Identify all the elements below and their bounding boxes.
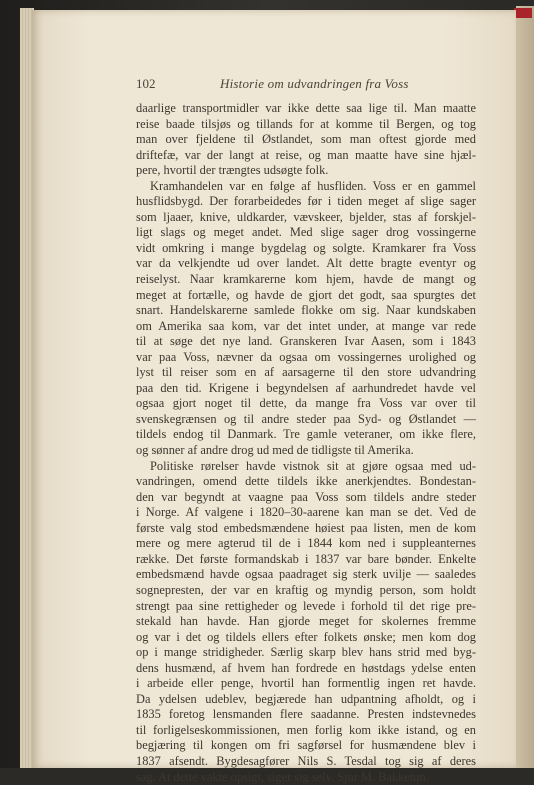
text-line: embedsmænd havde ogsaa paadraget sig sterk uvilje — saaledes xyxy=(136,567,476,582)
text-line: og var i det og tildels ellers efter folkets ønske; men kom dog xyxy=(136,629,476,644)
text-line: ligt slags og meget andet. Med slige sager drog vossingerne xyxy=(136,225,476,240)
text-line: driftefæ, var der langt at reise, og man maatte have sine hjæl- xyxy=(136,147,476,162)
text-line: som ljaaer, knive, uldkarder, vævskeer, bjelder, stas af forskjel- xyxy=(136,209,476,224)
text-line: tildels endog til Danmark. Tre gamle veteraner, om ikke flere, xyxy=(136,427,476,442)
text-line: man over fjeldene til Østlandet, som man oftest gjorde med xyxy=(136,132,476,147)
text-line: den var begyndt at vaagne paa Voss som tildels andre steder xyxy=(136,489,476,504)
text-line: meget at fortælle, og havde de gjort det godt, saa spurgtes det xyxy=(136,287,476,302)
text-line: begjæring til kongen om fri sagførsel for husmændene blev i xyxy=(136,738,476,753)
back-cover-page-edge xyxy=(516,6,534,768)
text-line: Da ydelsen udeblev, begjærede han udpantning afholdt, og i xyxy=(136,691,476,706)
text-line: første valg stod embedsmændene høiest paa listen, men de kom xyxy=(136,520,476,535)
text-line: paa den tid. Krigene i begyndelsen af aarhundredet havde vel xyxy=(136,380,476,395)
text-line: reise baade tilsjøs og tillands for at komme til Bergen, og tog xyxy=(136,116,476,131)
text-line: til at søge det nye land. Granskeren Ivar Aasen, som i 1843 xyxy=(136,334,476,349)
text-line: ogsaa gjort noget til dette, da mange fra Voss var over til xyxy=(136,396,476,411)
running-title: Historie om udvandringen fra Voss xyxy=(220,76,409,91)
body-text xyxy=(136,101,476,785)
text-line: vandringen, omend dette tildels ikke anerkjendtes. Bondestan- xyxy=(136,474,476,489)
text-line: række. Det første formandskab i 1837 var bare bønder. Enkelte xyxy=(136,551,476,566)
text-line: mere og mere agterud til de i 1844 kom ned i suppleanternes xyxy=(136,536,476,551)
text-line: svenskegrænsen og til andre steder paa Syd- og Østlandet — xyxy=(136,411,476,426)
text-line: 1837 afsendt. Bygdesagfører Nils S. Tesdal tog sig af deres xyxy=(136,753,476,768)
bookmark-ribbon xyxy=(514,8,532,18)
text-line: lyst til reiser som en af aarsagerne til den store udvandring xyxy=(136,365,476,380)
text-line: daarlige transportmidler var ikke dette saa lige til. Man maatte xyxy=(136,101,476,115)
text-line: var da velkjendte ud over landet. Alt dette bragte eventyr og xyxy=(136,256,476,271)
text-line: 1835 foretog lensmanden flere saadanne. Presten indstevnedes xyxy=(136,707,476,722)
text-line: i Norge. Af valgene i 1820–30-aarene kan man se det. Ved de xyxy=(136,505,476,520)
paragraph xyxy=(136,101,476,179)
text-line: i arbeide eller penge, hvortil han formentlig ingen ret havde. xyxy=(136,676,476,691)
text-line: Kramhandelen var en følge af husfliden. Voss er en gammel xyxy=(150,178,476,193)
text-line: sognepresten, der var en kraftig og myndig person, som holdt xyxy=(136,582,476,597)
text-line: var paa Voss, nævner da ogsaa om vossingernes urolighed og xyxy=(136,349,476,364)
text-line: husflidsbygd. Der forarbeidedes før i tiden meget af slige sager xyxy=(136,194,476,209)
text-line: strengt paa sine rettigheder og levede i forhold til det rige pre- xyxy=(136,598,476,613)
text-line: snart. Handelskarerne samlede flokke om sig. Naar kundskaben xyxy=(136,303,476,318)
text-line: sag. At dette vakte opsigt, siger sig selv. Sjur M. Bakketun, xyxy=(136,769,429,784)
text-line: vidt omkring i mange bygdelag og solgte. Kramkarer fra Voss xyxy=(136,240,476,255)
text-line: til forligelseskommissionen, men forlig kom ikke istand, og en xyxy=(136,722,476,737)
text-line: op i mange stridigheder. Særlig skarp blev hans strid med byg- xyxy=(136,645,476,660)
text-line: om Amerika saa kom, var det intet under, at mange var rede xyxy=(136,318,476,333)
page-header xyxy=(136,76,476,94)
text-line: Politiske rørelser havde vistnok sit at gjøre ogsaa med ud- xyxy=(150,458,476,473)
text-line: reiselyst. Naar kramkarerne kom hjem, havde de mangt og xyxy=(136,272,476,287)
page-number: 102 xyxy=(136,76,156,91)
text-line: stekald han havde. Han gjorde meget for skolernes fremme xyxy=(136,614,476,629)
paragraph xyxy=(136,459,476,785)
paragraph xyxy=(136,179,476,459)
text-line: dens husmænd, af hvem han fordrede en høstdags ydelse enten xyxy=(136,660,476,675)
text-line: pere, hvortil der trængtes udsøgte folk. xyxy=(136,163,329,178)
text-line: og sønner af andre drog ud med de tidligste til Amerika. xyxy=(136,443,414,458)
